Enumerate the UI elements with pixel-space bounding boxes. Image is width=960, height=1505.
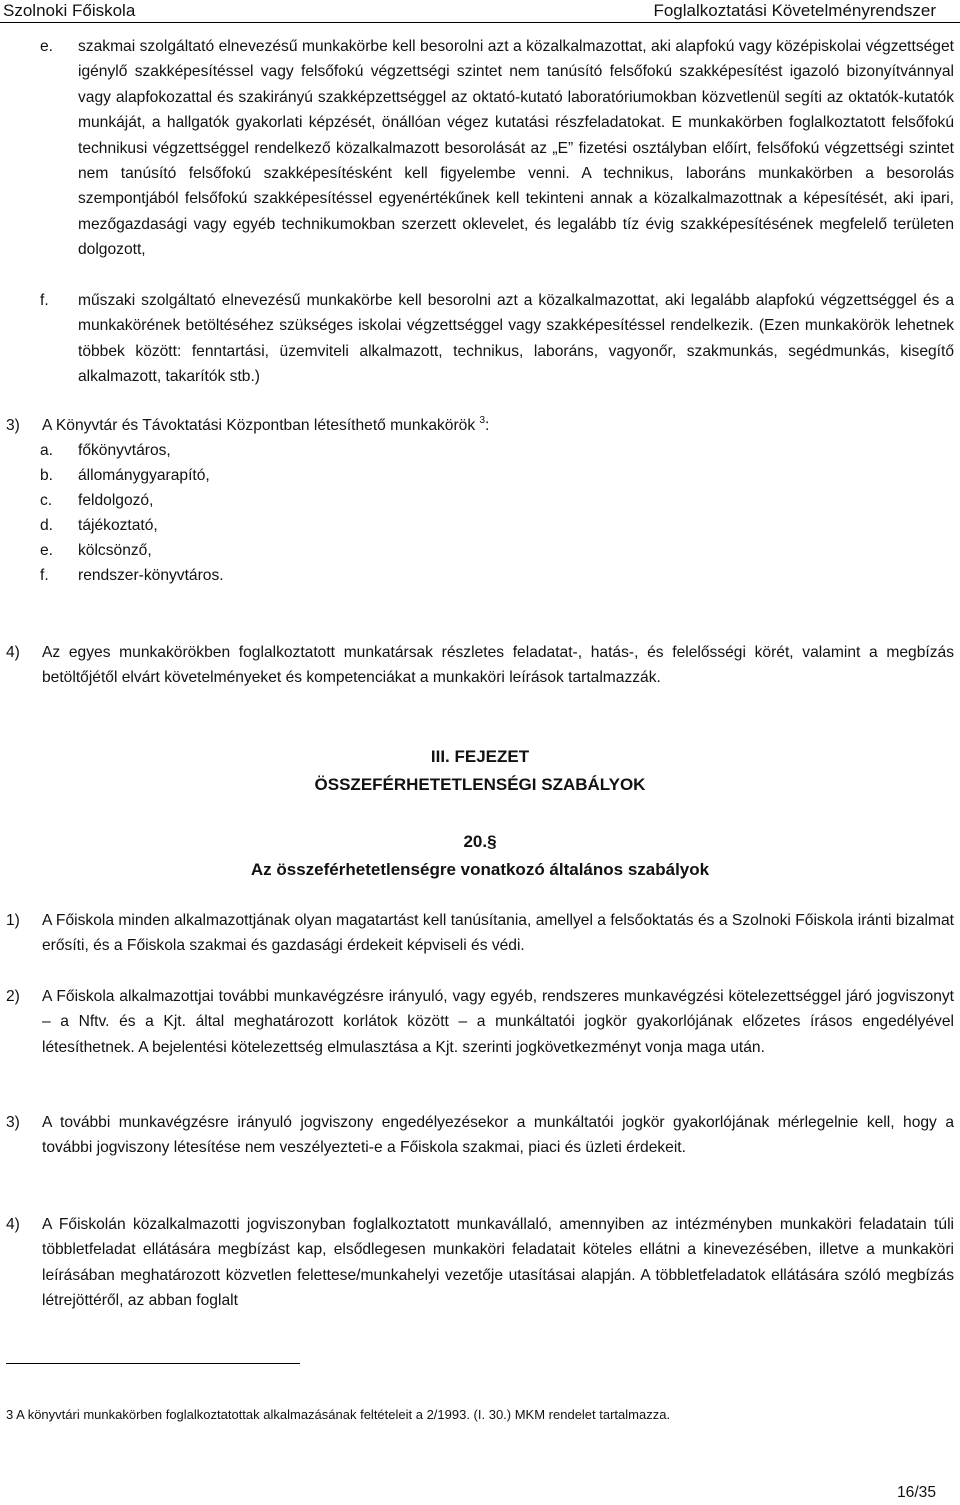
list-marker: f. [40,292,49,309]
footnote-reference: 3 [479,414,486,426]
section-number: 20.§ [463,832,497,851]
list-marker: 4) [6,644,20,661]
list-item-text: Az egyes munkakörökben foglalkoztatott munkatársak részletes feladatat-, hatás-, és felelősségi körét, valamint a megbízás betöltőjétől elvárt követelményeket és kompetenciákat a munkaköri leírások tartalmazzák. [42,644,954,687]
sub-list-text: tájékoztató, [78,517,158,534]
sub-list-text: feldolgozó, [78,492,154,509]
sub-list-marker: b. [40,467,54,484]
list-marker: e. [40,38,54,55]
list-item-f [0,288,960,392]
sub-list-text: kölcsönző, [78,542,152,559]
page-header [0,0,960,23]
section-heading [0,828,960,884]
list-marker: 3) [6,417,20,434]
list-marker: 4) [6,1216,20,1233]
list-item-e [0,34,960,288]
item-3-text: A Könyvtár és Távoktatási Központban létesíthető munkakörök [42,417,476,434]
list-marker: 1) [6,912,20,929]
footnote-text: 3 A könyvtári munkakörben foglalkoztatottak alkalmazásának feltételeit a 2/1993. (I. 30.) MKM rendelet tartalmazza. [6,1407,671,1422]
item-3-suffix: : [485,417,490,434]
sub-list-marker: f. [40,567,49,584]
header-institution: Szolnoki Főiskola [3,1,136,20]
sub-list-marker: e. [40,542,54,559]
header-document-title: Foglalkoztatási Követelményrendszer [653,1,936,20]
sub-list-text: rendszer-könyvtáros. [78,567,224,584]
page-number: 16/35 [896,1484,936,1501]
rule-text: A Főiskola alkalmazottjai további munkavégzésre irányuló, vagy egyéb, rendszeres munkavégzési kötelezettséggel járó jogviszonyt – a Nftv. és a Kjt. által meghatározott korlátok között – a munkáltatói jogkör gyakorlójának előzetes írásos engedélyével létesíthetnek. A bejelentési kötelezettség elmulasztása a Kjt. szerinti jogkövetkezményt vonja maga után. [42,988,954,1056]
list-item-text: műszaki szolgáltató elnevezésű munkakörbe kell besorolni azt a közalkalmazottat, aki legalább alapfokú végzettséggel és a munkakörének betöltéséhez szükséges iskolai végzettséggel vagy szakképesítéssel rendelkezik. (Ezen munkakörök lehetnek többek között: fenntartási, üzemviteli alkalmazott, technikus, laboráns, vagyonőr, szakmunkás, segédmunkás, kisegítő alkalmazott, takarítók stb.) [78,292,954,386]
chapter-heading [0,743,960,799]
section-title: Az összeférhetetlenségre vonatkozó általános szabályok [250,860,710,879]
sub-list-marker: c. [40,492,53,509]
sub-list-text: főkönyvtáros, [78,442,171,459]
footnote-separator [6,1363,300,1364]
sub-list-text: állománygyarapító, [78,467,210,484]
list-item-text [42,413,942,438]
sub-list-marker: d. [40,517,54,534]
list-marker: 2) [6,988,20,1005]
chapter-title: ÖSSZEFÉRHETETLENSÉGI SZABÁLYOK [314,775,646,794]
chapter-number: III. FEJEZET [430,747,530,766]
rule-text: A Főiskola minden alkalmazottjának olyan magatartást kell tanúsítania, amellyel a felsőoktatás és a Szolnoki Főiskola iránti bizalmat erősíti, és a Főiskola szakmai és gazdasági érdekeit képviseli és védi. [42,912,954,955]
rule-text: A további munkavégzésre irányuló jogviszony engedélyezésekor a munkáltatói jogkör gyakorlójának mérlegelnie kell, hogy a további jogviszony létesítése nem veszélyezteti-e a Főiskola szakmai, piaci és üzleti érdekeit. [42,1114,954,1157]
sub-list-marker: a. [40,442,54,459]
list-marker: 3) [6,1114,20,1131]
rule-text: A Főiskolán közalkalmazotti jogviszonyban foglalkoztatott munkavállaló, amennyiben az intézményben munkaköri feladatain túli többletfeladat ellátására megbízást kap, elsődlegesen munkaköri feladatait köteles ellátni a kinevezésében, illetve a munkaköri leírásában meghatározott közvetlen felettese/munkahelyi vezetője utasításai alapján. A többletfeladatok ellátására szóló megbízás létrejöttéről, az abban foglalt [42,1216,954,1310]
list-item-text: szakmai szolgáltató elnevezésű munkakörbe kell besorolni azt a közalkalmazottat, aki alapfokú vagy középiskolai végzettséget igénylő szakképesítéssel vagy felsőfokú végzettségi szintet nem tanúsító felsőfokú szakképesítést igazoló bizonyítvánnyal vagy alapfokozattal és szakirányú szakképzettséggel az oktató-kutató laboratóriumokban közvetlenül segíti az oktatók-kutatók munkáját, a hallgatók gyakorlati képzését, önállóan végez kutatási részfeladatokat. E munkakörben foglalkoztatott felsőfokú technikusi végzettséggel rendelkező közalkalmazott besorolását az „E” fizetési osztályban előírt, felsőfokú végzettségi szintet nem tanúsító felsőfokú szakképesítésként kell figyelembe venni. A technikus, laboráns munkakörben a besorolás szempontjából felsőfokú szakképesítéssel egyenértékűnek kell tekinteni annak a közalkalmazottnak a képesítését, aki ipari, mezőgazdasági vagy egyéb technikumokban szerzett oklevelet, és legalább tíz évig szakképesítésének megfelelő területen dolgozott, [78,38,954,259]
